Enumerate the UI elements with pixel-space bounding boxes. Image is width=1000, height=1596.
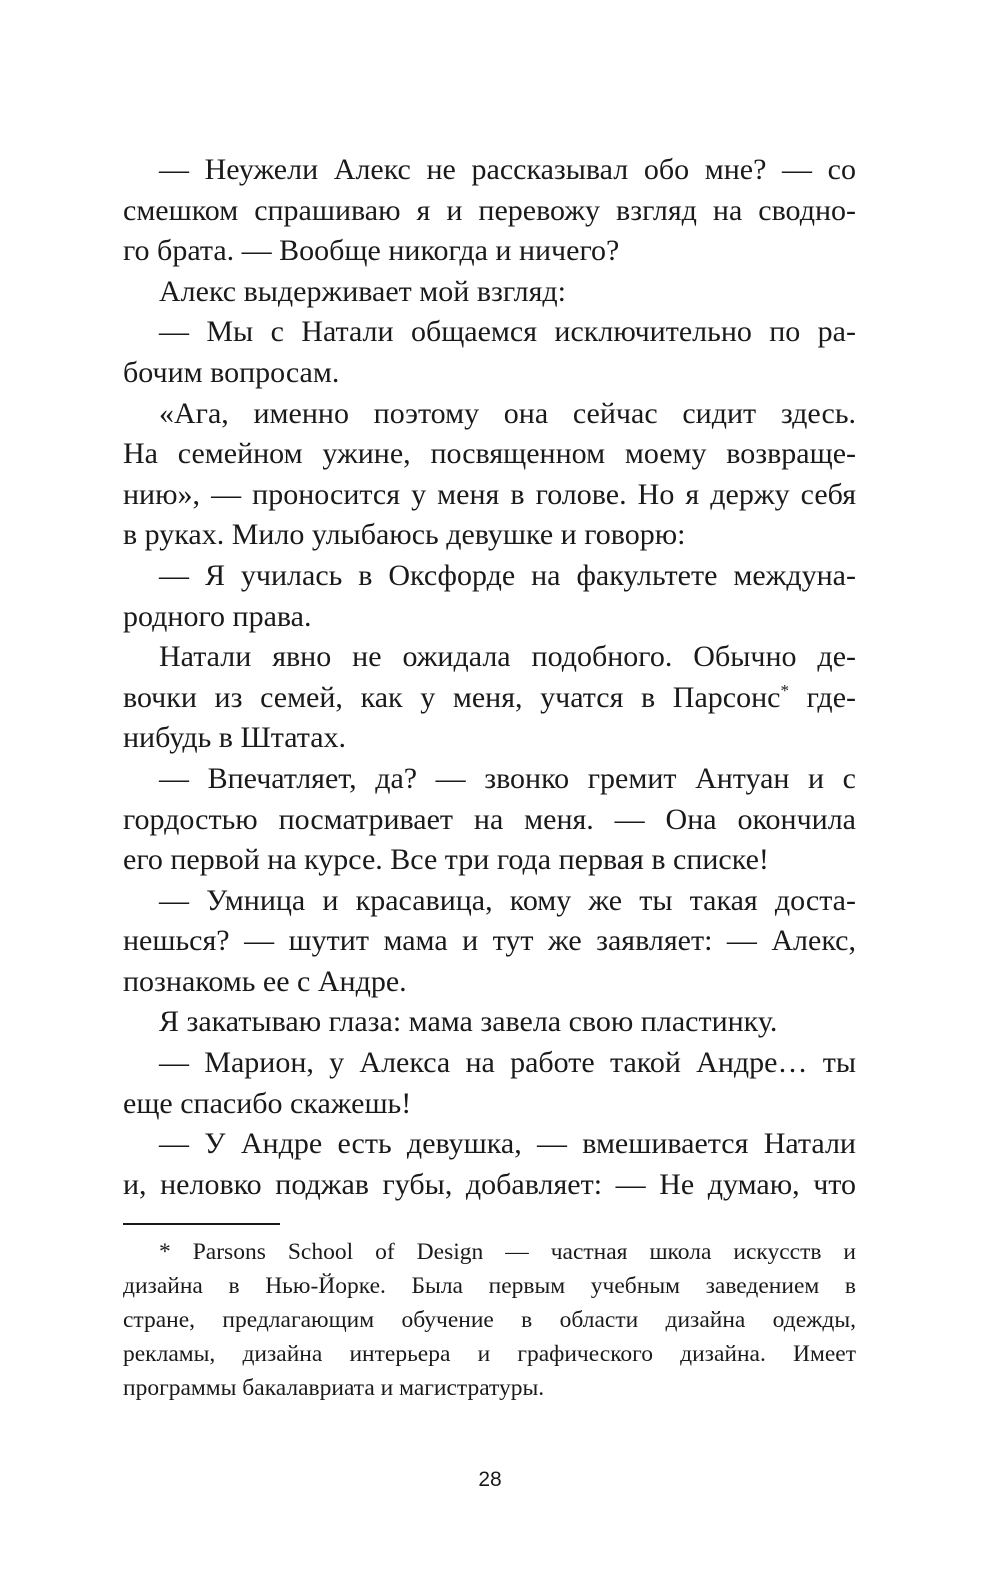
- footnote-line: * Parsons School of Design — частная школа искусств и: [159, 1239, 856, 1265]
- text-line: родного права.: [123, 599, 312, 633]
- text-line-with-footnote: [123, 678, 856, 719]
- footnote-line: рекламы, дизайна интерьера и графического дизайна. Имеет: [123, 1341, 856, 1367]
- page-number: 28: [478, 1468, 502, 1491]
- text-line: нию», — проносится у меня в голове. Но я держу себя: [123, 477, 856, 511]
- text-line: нешься? — шутит мама и тут же заявляет: — Алекс,: [123, 924, 856, 958]
- text-line: го брата. — Вообще никогда и ничего?: [123, 234, 620, 268]
- text-line: — Я училась в Оксфорде на факультете междуна-: [159, 558, 856, 592]
- text-line: познакомь ее с Андре.: [123, 964, 407, 998]
- text-line-head: вочки из семей, как у меня, учатся в Парсонс: [123, 680, 781, 714]
- text-line: его первой на курсе. Все три года первая в списке!: [123, 843, 769, 877]
- footnote-divider: [123, 1223, 280, 1225]
- text-line: гордостью посматривает на меня. — Она окончила: [123, 802, 856, 836]
- text-line: нибудь в Штатах.: [123, 721, 347, 755]
- text-line: Натали явно не ожидала подобного. Обычно де-: [159, 640, 856, 674]
- footnote: [123, 1235, 856, 1405]
- text-line-tail: где-: [806, 680, 857, 714]
- text-line: в руках. Мило улыбаюсь девушке и говорю:: [123, 518, 686, 552]
- text-line: «Ага, именно поэтому она сейчас сидит здесь.: [159, 396, 856, 430]
- text-line: На семейном ужине, посвященном моему возвраще-: [123, 437, 856, 471]
- body-text: [123, 150, 856, 1205]
- footnote-line: программы бакалавриата и магистратуры.: [123, 1375, 545, 1401]
- text-line: и, неловко поджав губы, добавляет: — Не думаю, что: [123, 1167, 856, 1201]
- text-line: — Неужели Алекс не рассказывал обо мне? — со: [159, 153, 856, 186]
- text-line: — Марион, у Алекса на работе такой Андре… ты: [159, 1046, 856, 1080]
- text-line: Я закатываю глаза: мама завела свою пластинку.: [159, 1005, 778, 1039]
- text-line: — У Андре есть девушка, — вмешивается Натали: [159, 1127, 856, 1161]
- footnote-line: стране, предлагающим обучение в области дизайна одежды,: [123, 1307, 856, 1333]
- text-line: еще спасибо скажешь!: [123, 1086, 412, 1120]
- text-line: — Умница и красавица, кому же ты такая доста-: [159, 883, 856, 917]
- text-line: — Впечатляет, да? — звонко гремит Антуан и с: [159, 761, 856, 795]
- text-line: бочим вопросам.: [123, 355, 340, 389]
- footnote-line: дизайна в Нью-Йорке. Была первым учебным заведением в: [123, 1273, 856, 1299]
- text-line: смешком спрашиваю я и перевожу взгляд на сводно-: [123, 193, 856, 227]
- text-line: — Мы с Натали общаемся исключительно по ра-: [159, 315, 856, 349]
- text-line: Алекс выдерживает мой взгляд:: [159, 274, 566, 308]
- footnote-marker: *: [780, 680, 789, 700]
